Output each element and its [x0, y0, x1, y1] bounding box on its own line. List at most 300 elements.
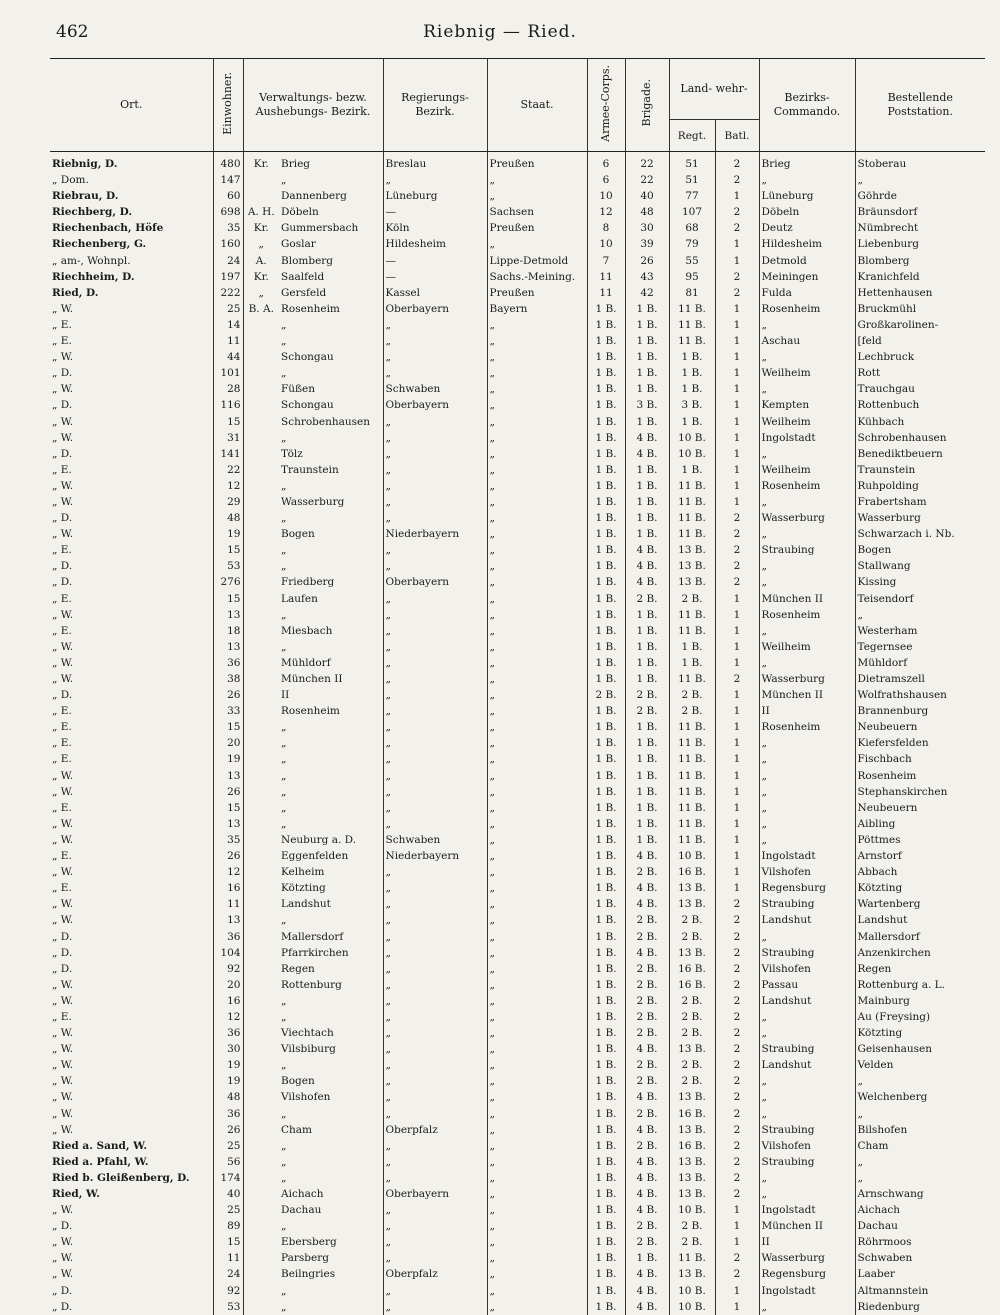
cell-ort: „ D. — [52, 930, 73, 943]
cell-regiment: 10 B. — [669, 1202, 715, 1218]
cell-bataillon: 1 — [715, 478, 759, 494]
cell-einwohner: 15 — [213, 719, 243, 735]
cell-brigade: 1 B. — [625, 719, 669, 735]
cell-bataillon: 1 — [715, 784, 759, 800]
cell-verwaltungsbezirk: Aichach — [281, 1188, 324, 1200]
cell-regiment: 16 B. — [669, 864, 715, 880]
table-row — [50, 751, 985, 767]
cell-einwohner: 11 — [213, 1250, 243, 1266]
cell-regierungsbezirk: Kassel — [383, 285, 487, 301]
cell-einwohner: 19 — [213, 751, 243, 767]
cell-brigade: 4 B. — [625, 945, 669, 961]
cell-armee-corps: 1 B. — [587, 671, 625, 687]
cell-poststation: Riedenburg — [855, 1299, 985, 1315]
cell-brigade: 4 B. — [625, 558, 669, 574]
cell-verwaltungsbezirk: „ — [281, 1059, 287, 1072]
cell-staat: „ — [487, 430, 587, 446]
cell-bezirks-commando: „ — [759, 735, 855, 751]
cell-staat: „ — [487, 1041, 587, 1057]
cell-verwaltungsbezirk: Mühldorf — [281, 656, 331, 669]
cell-regiment: 55 — [669, 253, 715, 269]
cell-regiment: 107 — [669, 204, 715, 220]
cell-bezirks-commando: „ — [759, 768, 855, 784]
cell-poststation: Schwaben — [855, 1250, 985, 1266]
cell-poststation: Bruckmühl — [855, 301, 985, 317]
cell-staat: „ — [487, 848, 587, 864]
cell-bezirks-commando: Straubing — [759, 542, 855, 558]
cell-verwaltung-typ — [243, 188, 279, 204]
cell-bataillon: 2 — [715, 977, 759, 993]
cell-bataillon: 2 — [715, 220, 759, 236]
cell-verwaltung-typ — [243, 623, 279, 639]
cell-verwaltungsbezirk: Vilshofen — [281, 1091, 331, 1104]
cell-bataillon: 2 — [715, 1186, 759, 1202]
cell-staat: „ — [487, 1138, 587, 1154]
cell-staat: „ — [487, 414, 587, 430]
cell-ort: „ W. — [52, 1123, 74, 1136]
cell-armee-corps: 10 — [587, 236, 625, 252]
cell-ort: Riechenbach, Höfe — [52, 222, 164, 235]
cell-ort: „ D. — [52, 1300, 73, 1313]
cell-bataillon: 2 — [715, 1009, 759, 1025]
cell-brigade: 1 B. — [625, 639, 669, 655]
cell-bezirks-commando: Brieg — [759, 152, 855, 173]
cell-einwohner: 38 — [213, 671, 243, 687]
cell-regierungsbezirk: Oberbayern — [383, 574, 487, 590]
cell-brigade: 48 — [625, 204, 669, 220]
cell-ort: „ E. — [52, 882, 72, 895]
cell-verwaltungsbezirk: „ — [281, 1300, 287, 1313]
cell-einwohner: 141 — [213, 446, 243, 462]
table-row — [50, 623, 985, 639]
cell-verwaltungsbezirk: Dannenberg — [281, 190, 347, 203]
cell-poststation: Fischbach — [855, 751, 985, 767]
cell-regierungsbezirk: Oberbayern — [383, 301, 487, 317]
table-row — [50, 494, 985, 510]
cell-verwaltung-typ — [243, 1170, 279, 1186]
table-row — [50, 639, 985, 655]
cell-verwaltungsbezirk: Schongau — [281, 399, 334, 412]
cell-einwohner: 25 — [213, 1202, 243, 1218]
cell-ort: „ D. — [52, 1220, 73, 1233]
cell-bataillon: 2 — [715, 1170, 759, 1186]
cell-regiment: 11 B. — [669, 478, 715, 494]
cell-regierungsbezirk: „ — [383, 735, 487, 751]
cell-armee-corps: 1 B. — [587, 993, 625, 1009]
cell-staat: „ — [487, 1299, 587, 1315]
cell-verwaltungsbezirk: Beilngries — [281, 1268, 336, 1281]
cell-armee-corps: 1 B. — [587, 478, 625, 494]
cell-armee-corps: 1 B. — [587, 816, 625, 832]
cell-einwohner: 36 — [213, 1106, 243, 1122]
cell-ort: „ D. — [52, 1284, 73, 1297]
cell-verwaltungsbezirk: „ — [281, 1010, 287, 1023]
cell-bezirks-commando: Rosenheim — [759, 719, 855, 735]
cell-bezirks-commando: München II — [759, 687, 855, 703]
table-row — [50, 381, 985, 397]
cell-armee-corps: 1 B. — [587, 1266, 625, 1282]
table-row — [50, 1122, 985, 1138]
cell-verwaltungsbezirk: „ — [281, 479, 287, 492]
cell-staat: „ — [487, 591, 587, 607]
cell-brigade: 40 — [625, 188, 669, 204]
cell-bezirks-commando: Weilheim — [759, 414, 855, 430]
cell-armee-corps: 1 B. — [587, 1170, 625, 1186]
cell-bataillon: 2 — [715, 1138, 759, 1154]
cell-regierungsbezirk: „ — [383, 800, 487, 816]
cell-bataillon: 1 — [715, 462, 759, 478]
cell-regierungsbezirk: „ — [383, 542, 487, 558]
cell-einwohner: 160 — [213, 236, 243, 252]
cell-regiment: 11 B. — [669, 800, 715, 816]
cell-verwaltung-typ — [243, 832, 279, 848]
cell-regiment: 10 B. — [669, 446, 715, 462]
table-row — [50, 301, 985, 317]
cell-armee-corps: 1 B. — [587, 945, 625, 961]
cell-ort: „ W. — [52, 1252, 74, 1265]
cell-einwohner: 48 — [213, 510, 243, 526]
cell-ort: Ried b. Gleißenberg, D. — [52, 1171, 190, 1184]
cell-brigade: 26 — [625, 253, 669, 269]
cell-regierungsbezirk: „ — [383, 510, 487, 526]
cell-poststation: Pöttmes — [855, 832, 985, 848]
cell-bataillon: 2 — [715, 671, 759, 687]
cell-brigade: 4 B. — [625, 1186, 669, 1202]
cell-bezirks-commando: Vilshofen — [759, 864, 855, 880]
cell-verwaltungsbezirk: München II — [281, 673, 343, 685]
cell-verwaltungsbezirk: „ — [281, 512, 287, 525]
cell-regiment: 11 B. — [669, 301, 715, 317]
cell-verwaltungsbezirk: Viechtach — [281, 1027, 334, 1040]
cell-poststation: Brannenburg — [855, 703, 985, 719]
cell-verwaltungsbezirk: „ — [281, 318, 287, 331]
cell-bataillon: 2 — [715, 993, 759, 1009]
cell-ort: „ W. — [52, 914, 74, 927]
table-row — [50, 1283, 985, 1299]
cell-armee-corps: 1 B. — [587, 317, 625, 333]
cell-verwaltung-typ — [243, 478, 279, 494]
cell-poststation: Mallersdorf — [855, 929, 985, 945]
table-row — [50, 558, 985, 574]
cell-bezirks-commando: Straubing — [759, 945, 855, 961]
cell-ort: „ D. — [52, 367, 73, 380]
cell-poststation: Hettenhausen — [855, 285, 985, 301]
cell-bezirks-commando: II — [759, 1234, 855, 1250]
cell-verwaltungsbezirk: Rosenheim — [281, 705, 340, 718]
cell-bataillon: 2 — [715, 961, 759, 977]
cell-staat: Preußen — [487, 152, 587, 173]
cell-verwaltung-typ — [243, 912, 279, 928]
cell-armee-corps: 1 B. — [587, 768, 625, 784]
table-row — [50, 961, 985, 977]
cell-ort: „ W. — [52, 383, 74, 396]
table-row — [50, 1218, 985, 1234]
cell-brigade: 1 B. — [625, 317, 669, 333]
cell-regiment: 11 B. — [669, 832, 715, 848]
cell-verwaltung-typ — [243, 462, 279, 478]
cell-armee-corps: 1 B. — [587, 655, 625, 671]
cell-verwaltung-typ — [243, 607, 279, 623]
cell-brigade: 4 B. — [625, 848, 669, 864]
cell-brigade: 1 B. — [625, 526, 669, 542]
cell-poststation: Rott — [855, 365, 985, 381]
cell-staat: „ — [487, 510, 587, 526]
cell-brigade: 4 B. — [625, 1266, 669, 1282]
cell-verwaltung-typ — [243, 1009, 279, 1025]
cell-ort: „ E. — [52, 544, 72, 557]
cell-verwaltungsbezirk: Gersfeld — [281, 286, 327, 299]
cell-regierungsbezirk: „ — [383, 703, 487, 719]
cell-bataillon: 1 — [715, 1218, 759, 1234]
cell-verwaltung-typ — [243, 848, 279, 864]
cell-staat: „ — [487, 188, 587, 204]
cell-regierungsbezirk: „ — [383, 687, 487, 703]
table-row — [50, 1154, 985, 1170]
cell-regiment: 2 B. — [669, 1218, 715, 1234]
cell-armee-corps: 1 B. — [587, 607, 625, 623]
cell-bataillon: 1 — [715, 301, 759, 317]
cell-armee-corps: 12 — [587, 204, 625, 220]
cell-bezirks-commando: Rosenheim — [759, 607, 855, 623]
cell-ort: „ W. — [52, 673, 74, 685]
cell-verwaltung-typ — [243, 349, 279, 365]
cell-armee-corps: 1 B. — [587, 1122, 625, 1138]
cell-brigade: 1 B. — [625, 414, 669, 430]
cell-verwaltungsbezirk: „ — [281, 1220, 287, 1233]
cell-brigade: 4 B. — [625, 896, 669, 912]
cell-poststation: Stoberau — [855, 152, 985, 173]
cell-einwohner: 276 — [213, 574, 243, 590]
cell-regierungsbezirk: „ — [383, 768, 487, 784]
cell-poststation: Dachau — [855, 1218, 985, 1234]
cell-staat: „ — [487, 751, 587, 767]
cell-bataillon: 1 — [715, 655, 759, 671]
cell-einwohner: 174 — [213, 1170, 243, 1186]
cell-staat: „ — [487, 558, 587, 574]
cell-ort: „ W. — [52, 351, 74, 364]
cell-staat: Preußen — [487, 285, 587, 301]
cell-verwaltungsbezirk: „ — [281, 785, 287, 798]
cell-regierungsbezirk: „ — [383, 607, 487, 623]
cell-verwaltung-typ — [243, 945, 279, 961]
cell-einwohner: 13 — [213, 768, 243, 784]
cell-ort: „ W. — [52, 1268, 74, 1281]
cell-regierungsbezirk: „ — [383, 977, 487, 993]
cell-brigade: 42 — [625, 285, 669, 301]
cell-einwohner: 24 — [213, 253, 243, 269]
cell-poststation: Mainburg — [855, 993, 985, 1009]
cell-brigade: 2 B. — [625, 977, 669, 993]
cell-armee-corps: 1 B. — [587, 719, 625, 735]
cell-verwaltungsbezirk: Rottenburg — [281, 978, 342, 991]
cell-regiment: 11 B. — [669, 719, 715, 735]
table-row — [50, 703, 985, 719]
cell-armee-corps: 1 B. — [587, 848, 625, 864]
cell-regiment: 16 B. — [669, 1106, 715, 1122]
cell-einwohner: 13 — [213, 639, 243, 655]
cell-armee-corps: 1 B. — [587, 929, 625, 945]
cell-einwohner: 15 — [213, 591, 243, 607]
cell-bataillon: 1 — [715, 703, 759, 719]
cell-einwohner: 698 — [213, 204, 243, 220]
cell-bataillon: 1 — [715, 623, 759, 639]
header-regt: Regt. — [669, 120, 715, 152]
cell-bezirks-commando: „ — [759, 526, 855, 542]
cell-verwaltungsbezirk: Döbeln — [281, 206, 319, 219]
cell-ort: Ried a. Sand, W. — [52, 1139, 147, 1152]
cell-verwaltung-typ — [243, 1299, 279, 1315]
cell-verwaltungsbezirk: „ — [281, 560, 287, 573]
cell-verwaltungsbezirk: „ — [281, 737, 287, 750]
cell-regiment: 11 B. — [669, 751, 715, 767]
cell-bataillon: 1 — [715, 349, 759, 365]
cell-poststation: Neubeuern — [855, 719, 985, 735]
cell-verwaltung-typ — [243, 1202, 279, 1218]
cell-poststation: „ — [855, 1154, 985, 1170]
cell-bezirks-commando: Aschau — [759, 333, 855, 349]
cell-armee-corps: 1 B. — [587, 462, 625, 478]
cell-staat: „ — [487, 703, 587, 719]
cell-verwaltungsbezirk: Goslar — [281, 238, 316, 251]
cell-bataillon: 1 — [715, 768, 759, 784]
cell-bataillon: 1 — [715, 800, 759, 816]
cell-regierungsbezirk: „ — [383, 1234, 487, 1250]
cell-ort: „ W. — [52, 1027, 74, 1040]
cell-verwaltung-typ — [243, 397, 279, 413]
cell-brigade: 1 B. — [625, 1250, 669, 1266]
cell-staat: „ — [487, 945, 587, 961]
cell-bataillon: 1 — [715, 639, 759, 655]
cell-regierungsbezirk: Oberpfalz — [383, 1122, 487, 1138]
cell-poststation: „ — [855, 1073, 985, 1089]
cell-einwohner: 36 — [213, 929, 243, 945]
cell-verwaltung-typ — [243, 735, 279, 751]
cell-ort: „ D. — [52, 576, 73, 589]
cell-einwohner: 20 — [213, 977, 243, 993]
cell-ort: „ W. — [52, 495, 74, 508]
cell-brigade: 1 B. — [625, 623, 669, 639]
cell-einwohner: 26 — [213, 1122, 243, 1138]
cell-ort: Riebrau, D. — [52, 190, 119, 203]
cell-ort: Ried, W. — [52, 1188, 100, 1200]
table-row — [50, 1299, 985, 1315]
cell-verwaltungsbezirk: „ — [281, 1284, 287, 1297]
cell-regiment: 10 B. — [669, 430, 715, 446]
cell-verwaltungsbezirk: Miesbach — [281, 624, 333, 637]
table-row — [50, 1041, 985, 1057]
cell-einwohner: 26 — [213, 687, 243, 703]
cell-regiment: 1 B. — [669, 414, 715, 430]
cell-armee-corps: 1 B. — [587, 542, 625, 558]
table-row — [50, 1138, 985, 1154]
cell-regierungsbezirk: Hildesheim — [383, 236, 487, 252]
cell-regierungsbezirk: „ — [383, 591, 487, 607]
cell-brigade: 2 B. — [625, 1218, 669, 1234]
cell-verwaltungsbezirk: Cham — [281, 1123, 313, 1136]
cell-verwaltung-typ — [243, 993, 279, 1009]
cell-armee-corps: 1 B. — [587, 1089, 625, 1105]
cell-ort: „ E. — [52, 335, 72, 348]
table-row — [50, 848, 985, 864]
cell-ort: „ E. — [52, 753, 72, 766]
cell-verwaltung-typ — [243, 1154, 279, 1170]
table-row — [50, 236, 985, 252]
cell-regiment: 16 B. — [669, 961, 715, 977]
cell-bezirks-commando: „ — [759, 574, 855, 590]
cell-bezirks-commando: „ — [759, 929, 855, 945]
cell-bataillon: 2 — [715, 1122, 759, 1138]
cell-bezirks-commando: „ — [759, 1025, 855, 1041]
cell-poststation: Schwarzach i. Nb. — [855, 526, 985, 542]
cell-einwohner: 28 — [213, 381, 243, 397]
cell-bataillon: 2 — [715, 1025, 759, 1041]
cell-verwaltungsbezirk: Gummersbach — [281, 222, 359, 235]
cell-bataillon: 2 — [715, 1106, 759, 1122]
cell-staat: „ — [487, 912, 587, 928]
cell-bataillon: 1 — [715, 687, 759, 703]
cell-armee-corps: 2 B. — [587, 687, 625, 703]
cell-regierungsbezirk: — — [383, 253, 487, 269]
cell-brigade: 4 B. — [625, 1170, 669, 1186]
cell-staat: „ — [487, 784, 587, 800]
table-row — [50, 1106, 985, 1122]
cell-poststation: „ — [855, 1170, 985, 1186]
header-batl: Batl. — [715, 120, 759, 152]
cell-einwohner: 18 — [213, 623, 243, 639]
cell-regierungsbezirk: „ — [383, 816, 487, 832]
cell-armee-corps: 1 B. — [587, 446, 625, 462]
cell-verwaltungsbezirk: Landshut — [281, 898, 331, 911]
cell-brigade: 1 B. — [625, 735, 669, 751]
cell-brigade: 4 B. — [625, 1122, 669, 1138]
cell-verwaltungsbezirk: II — [281, 689, 290, 702]
cell-ort: „ W. — [52, 1043, 74, 1056]
cell-brigade: 30 — [625, 220, 669, 236]
cell-bataillon: 2 — [715, 204, 759, 220]
cell-verwaltung-typ — [243, 494, 279, 510]
cell-regiment: 11 B. — [669, 510, 715, 526]
header-staat: Staat. — [487, 59, 587, 152]
cell-armee-corps: 8 — [587, 220, 625, 236]
cell-einwohner: 36 — [213, 1025, 243, 1041]
cell-regiment: 11 B. — [669, 317, 715, 333]
cell-einwohner: 12 — [213, 478, 243, 494]
cell-regierungsbezirk: „ — [383, 430, 487, 446]
cell-verwaltungsbezirk: Tölz — [281, 447, 303, 460]
cell-bataillon: 1 — [715, 446, 759, 462]
cell-poststation: Bogen — [855, 542, 985, 558]
cell-regiment: 11 B. — [669, 816, 715, 832]
cell-brigade: 2 B. — [625, 687, 669, 703]
cell-poststation: Dietramszell — [855, 671, 985, 687]
cell-brigade: 3 B. — [625, 397, 669, 413]
cell-bataillon: 1 — [715, 1234, 759, 1250]
cell-armee-corps: 1 B. — [587, 1025, 625, 1041]
cell-brigade: 2 B. — [625, 961, 669, 977]
cell-bezirks-commando: Ingolstadt — [759, 430, 855, 446]
cell-regierungsbezirk: „ — [383, 1154, 487, 1170]
header-landwehr: Land- wehr- — [669, 59, 759, 120]
cell-brigade: 1 B. — [625, 655, 669, 671]
cell-armee-corps: 1 B. — [587, 1041, 625, 1057]
cell-brigade: 4 B. — [625, 1154, 669, 1170]
cell-armee-corps: 1 B. — [587, 301, 625, 317]
cell-staat: „ — [487, 607, 587, 623]
cell-brigade: 1 B. — [625, 462, 669, 478]
cell-armee-corps: 1 B. — [587, 526, 625, 542]
cell-poststation: Regen — [855, 961, 985, 977]
cell-verwaltungsbezirk: Neuburg a. D. — [281, 833, 357, 846]
